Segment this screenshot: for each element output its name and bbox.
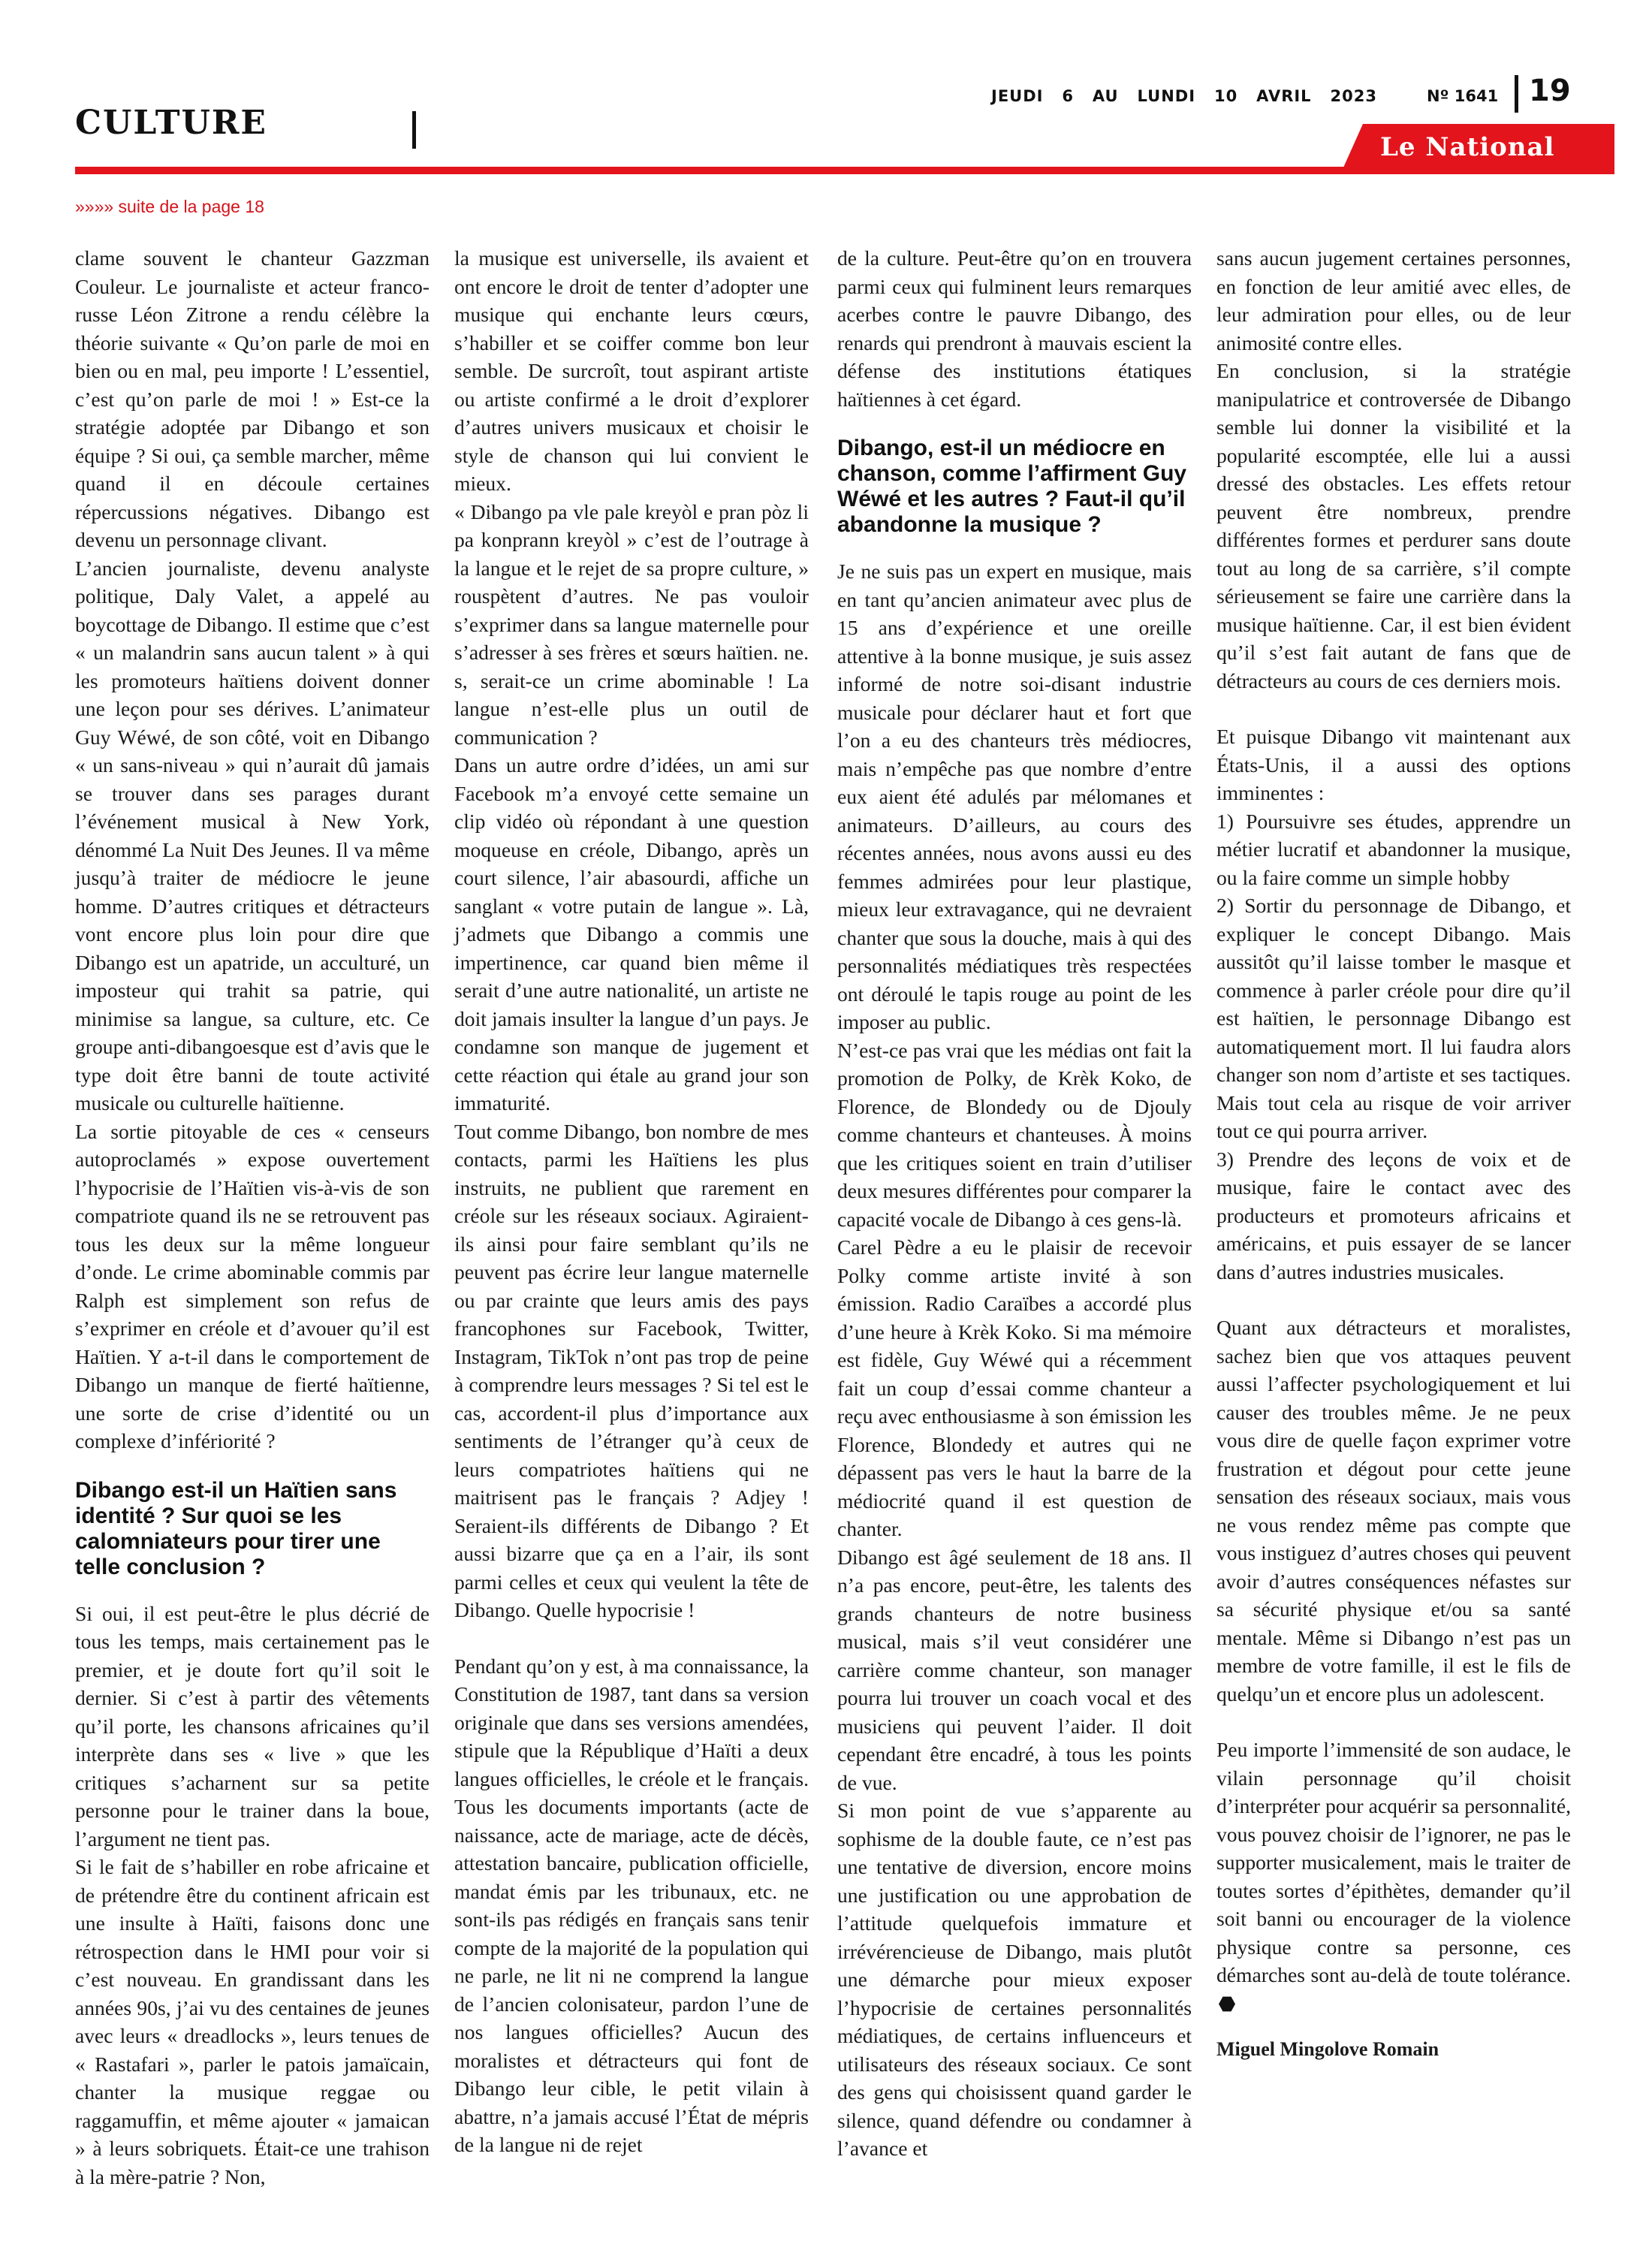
article-column-3 xyxy=(837,244,1192,2163)
article-column-1 xyxy=(75,244,430,2191)
subheading: Dibango est-il un Haïtien sans identité ? Sur quoi se les calomniateurs pour tirer une telle conclusion ? xyxy=(75,1477,397,1579)
paragraph: Quant aux détracteurs et moralistes, sachez bien que vos attaques peuvent aussi l’affecter psychologiquement et lui causer des troubles même. Je ne peux vous dire de quelle façon exprimer votre frustration et dégout pour cette jeune sensation des réseaux sociaux, mais vous ne vous rendez même pas compte que vous instiguez d’autres choses qui peuvent avoir d’autres conséquences néfastes sur sa sécurité physique et/ou sa santé mentale. Même si Dibango n’est pas un membre de votre famille, il est le fils de quelqu’un et encore plus un adolescent. xyxy=(1216,1316,1571,1706)
paragraph: Si le fait de s’habiller en robe africaine et de prétendre être du continent africain est une insulte à Haïti, faisons donc une rétrospection dans le HMI pour voir si c’est nouveau. En grandissant dans les années 90s, j’ai vu des centaines de jeunes avec leurs « dreadlocks », leurs tenues de « Rastafari », parler le patois jamaïcain, chanter la musique reggae ou raggamuffin, et même ajouter « jamaican » à leurs sobriquets. Était-ce une trahison à la mère-patrie ? Non, xyxy=(75,1855,430,2188)
paragraph: la musique est universelle, ils avaient et ont encore le droit de tenter d’adopter une musique qui enchante leurs cœurs, s’habiller et se coiffer comme bon leur semble. De surcroît, tout aspirant artiste ou artiste confirmé a le droit d’explorer d’autres univers musicaux et choisir le style de chanson qui lui convient le mieux. xyxy=(454,246,809,495)
paragraph: 1) Poursuivre ses études, apprendre un métier lucratif et abandonner la musique, ou la faire comme un simple hobby xyxy=(1216,809,1571,889)
paragraph: « Dibango pa vle pale kreyòl e pran pòz li pa konprann kreyòl » c’est de l’outrage à la langue et le rejet de sa propre culture, » rouspètent d’autres. Ne pas vouloir s’exprimer dans sa langue maternelle pour s’adresser à ses frères et sœurs haïtien. ne. s, serait-ce un crime abominable ! La langue n’est-elle plus un outil de communication ? xyxy=(454,499,809,749)
paragraph: En conclusion, si la stratégie manipulatrice et controversée de Dibango semble lui donner la visibilité et la popularité escomptée, elle lui a aussi dressé des obstacles. Les effets retour peuvent être nombreux, prendre différentes formes et perdurer sans doute tout au long de sa carrière, s’il compte sérieusement se faire une carrière dans la musique haïtienne. Car, il est bien évident qu’il s’est fait autant de fans que de détracteurs au cours de ces derniers mois. xyxy=(1216,359,1571,692)
paragraph: Pendant qu’on y est, à ma connaissance, la Constitution de 1987, tant dans sa version originale que dans ses versions amendées, stipule que la République d’Haïti a deux langues officielles, le créole et le français. Tous les documents importants (acte de naissance, acte de mariage, acte de décès, attestation bancaire, publication officielle, mandat émis par les tribunaux, etc. ne sont-ils pas rédigés en français sans tenir compte de la majorité de la population qui ne parle, ne lit ni ne comprend la langue de l’ancien colonisateur, pardon l’une de nos langues officielles? Aucun des moralistes et détracteurs qui font de Dibango leur cible, le petit vilain à abattre, n’a jamais accusé l’État de mépris de la langue ni de rejet xyxy=(454,1654,809,2156)
issue-date: JEUDI 6 AU LUNDI 10 AVRIL 2023 xyxy=(991,87,1377,105)
header-divider xyxy=(1515,75,1518,113)
paragraph: Et puisque Dibango vit maintenant aux États-Unis, il a aussi des options imminentes : xyxy=(1216,725,1571,804)
paragraph: Dans un autre ordre d’idées, un ami sur Facebook m’a envoyé cette semaine un clip vidéo où répondant à une question moqueuse en créole, Dibango, après un court silence, l’air abasourdi, affiche un sanglant « votre putain de langue ». Là, j’admets que Dibango a commis une impertinence, car quand bien même il serait d’une autre nationalité, un artiste ne doit jamais insulter la langue d’un pays. Je condamne son manque de jugement et cette réaction qui étale au grand jour son immaturité. xyxy=(454,753,809,1114)
section-divider xyxy=(412,111,416,149)
newspaper-name: Le National xyxy=(1380,132,1555,162)
paragraph: N’est-ce pas vrai que les médias ont fait la promotion de Polky, de Krèk Koko, de Florence, de Blondedy ou de Djouly comme chanteurs et chanteuses. À moins que les critiques soient en train d’utiliser deux mesures différentes pour comparer la capacité vocale de Dibango à ces gens-là. xyxy=(837,1038,1192,1231)
paragraph: L’ancien journaliste, devenu analyste politique, Daly Valet, a appelé au boycottage de Dibango. Il estime que c’est « un malandrin sans aucun talent » à qui les promoteurs haïtiens doivent donner une leçon pour ses dérives. L’animateur Guy Wéwé, de son côté, voit en Dibango « un sans-niveau » qui n’aurait dû jamais se trouver dans ses parages durant l’événement musical à New York, dénommé La Nuit Des Jeunes. Il va même jusqu’à traiter de médiocre le jeune homme. D’autres critiques et détracteurs vont encore plus loin pour dire que Dibango est un apatride, un acculturé, un imposteur qui trahit sa patrie, qui minimise sa langue, sa culture, etc. Ce groupe anti-dibangoesque est d’avis que le type doit être banni de toute activité musicale ou culturelle haïtienne. xyxy=(75,556,430,1114)
paragraph: Si oui, il est peut-être le plus décrié de tous les temps, mais certainement pas le premier, et je doute fort qu’il soit le dernier. Si c’est à partir des vêtements qu’il porte, les chansons africaines qu’il interprète dans ses « live » que les critiques s’acharnent sur sa petite personne pour le trainer dans la boue, l’argument ne tient pas. xyxy=(75,1601,430,1850)
paragraph: Je ne suis pas un expert en musique, mais en tant qu’ancien animateur avec plus de 15 ans d’expérience et une oreille attentive à la bonne musique, je suis assez informé de notre soi-disant industrie musicale pour déclarer haut et fort que l’on a eu des chanteurs très médiocres, mais n’empêche pas que nombre d’entre eux aient été adulés par mélomanes et animateurs. D’ailleurs, au cours des récentes années, nous avons aussi eu des femmes admirées pour leur plastique, mieux leur extravagance, qui ne devraient chanter que sous la douche, mais à qui des personnalités médiatiques très respectées ont déroulé le tapis rouge au point de les imposer au public. xyxy=(837,559,1192,1033)
continued-from-label: »»»» suite de la page 18 xyxy=(75,197,264,216)
paragraph: La sortie pitoyable de ces « censeurs autoproclamés » expose ouvertement l’hypocrisie de l’Haïtien vis-à-vis de son compatriote quand ils ne se retrouvent pas tous les deux sur la même longueur d’onde. Le crime abominable commis par Ralph est simplement son refus de s’exprimer en créole et d’avouer qu’il est Haïtien. Y a-t-il dans le comportement de Dibango un manque de fierté haïtienne, une sorte de crise d’identité ou un complexe d’infériorité ? xyxy=(75,1119,430,1452)
paragraph: Carel Pèdre a eu le plaisir de recevoir Polky comme artiste invité à son émission. Radio Caraïbes a accordé plus d’une heure à Krèk Koko. Si ma mémoire est fidèle, Guy Wéwé qui a récemment fait un coup d’essai comme chanteur a reçu avec enthousiasme à son émission les Florence, Blondedy et autres qui ne dépassent pas vers le haut la barre de la médiocrité quand il est question de chanter. xyxy=(837,1235,1192,1540)
closing-paragraph xyxy=(1216,1736,1571,2017)
header-rule xyxy=(75,167,1614,174)
author-byline: Miguel Mingolove Romain xyxy=(1216,2038,1439,2060)
paragraph: 2) Sortir du personnage de Dibango, et expliquer le concept Dibango. Mais aussitôt qu’il laisse tomber le masque et commence à parler créole pour dire qu’il est haïtien, le personnage Dibango est automatiquement mort. Il lui faudra alors changer son nom d’artiste et ses tactiques. Mais tout cela au risque de voir arriver tout ce qui pourra arriver. xyxy=(1216,894,1571,1142)
article-column-4 xyxy=(1216,244,1571,2064)
page-number: 19 xyxy=(1529,74,1571,108)
paragraph: sans aucun jugement certaines personnes, en fonction de leur amitié avec elles, de leur admiration pour elles, ou de leur animosité contre elles. xyxy=(1216,246,1571,354)
paragraph: Dibango est âgé seulement de 18 ans. Il n’a pas encore, peut-être, les talents des grands chanteurs de notre business musical, mais s’il veut considérer une carrière comme chanteur, son manager pourra lui trouver un coach vocal et des musiciens qui peuvent l’aider. Il doit cependant être encadré, à tous les points de vue. xyxy=(837,1545,1192,1794)
paragraph: 3) Prendre des leçons de voix et de musique, faire le contact avec des producteurs et promoteurs africains et américains, et puis essayer de se lancer dans d’autres industries musicales. xyxy=(1216,1147,1571,1283)
paragraph: Tout comme Dibango, bon nombre de mes contacts, parmi les Haïtiens les plus instruits, ne publient que rarement en créole sur les réseaux sociaux. Agiraient-ils ainsi pour faire semblant qu’ils ne peuvent pas écrire leur langue maternelle ou par crainte que leurs amis des pays francophones sur Facebook, Twitter, Instagram, TikTok n’ont pas trop de peine à comprendre leurs messages ? Si tel est le cas, accordent-il plus d’importance aux sentiments de l’étranger qu’à ceux de leurs compatriotes haïtiens qui ne maitrisent pas le français ? Adjey ! Seraient-ils différents de Dibango ? Et aussi bizarre que ça en a l’air, ils sont parmi celles et ceux qui veulent la tête de Dibango. Quelle hypocrisie ! xyxy=(454,1119,809,1621)
issue-number: Nº 1641 xyxy=(1427,87,1499,105)
end-of-article-icon xyxy=(1219,1996,1235,2013)
paragraph: de la culture. Peut-être qu’on en trouvera parmi ceux qui fulminent leurs remarques acerbes contre le pauvre Dibango, des renards qui prendront à mauvais escient la défense des institutions étatiques haïtiennes à cet égard. xyxy=(837,246,1192,411)
closing-text: Peu importe l’immensité de son audace, le vilain personnage qu’il choisit d’interpréter pour acquérir sa personnalité, vous pouvez choisir de l’ignorer, ne pas le supporter musicalement, mais le traiter de toutes sortes d’épithètes, demander qu’il soit banni ou encourager de la violence physique contre sa personne, ces démarches sont au-delà de toute tolérance. xyxy=(1216,1738,1571,1986)
section-title: CULTURE xyxy=(75,104,267,142)
paragraph: clame souvent le chanteur Gazzman Couleur. Le journaliste et acteur franco-russe Léon Zitrone a rendu célèbre la théorie suivante « Qu’on parle de moi en bien ou en mal, peu importe ! L’essentiel, c’est qu’on parle de moi ! » Est-ce la stratégie adoptée par Dibango et son équipe ? Si oui, ça semble marcher, même quand il en découle certaines répercussions négatives. Dibango est devenu un personnage clivant. xyxy=(75,246,430,551)
paragraph: Si mon point de vue s’apparente au sophisme de la double faute, ce n’est pas une tentative de diversion, encore moins une justification ou une approbation de l’attitude quelquefois immature et irrévérencieuse de Dibango, mais plutôt une démarche pour mieux exposer l’hypocrisie de certaines personnalités médiatiques, de certains influenceurs et utilisateurs des réseaux sociaux. Ce sont des gens qui choisissent quand garder le silence, quand défendre ou condamner à l’avance et xyxy=(837,1799,1192,2160)
article-column-2 xyxy=(454,244,809,2159)
subheading: Dibango, est-il un médiocre en chanson, comme l’affirment Guy Wéwé et les autres ? Faut-il qu’il abandonne la musique ? xyxy=(837,436,1187,537)
